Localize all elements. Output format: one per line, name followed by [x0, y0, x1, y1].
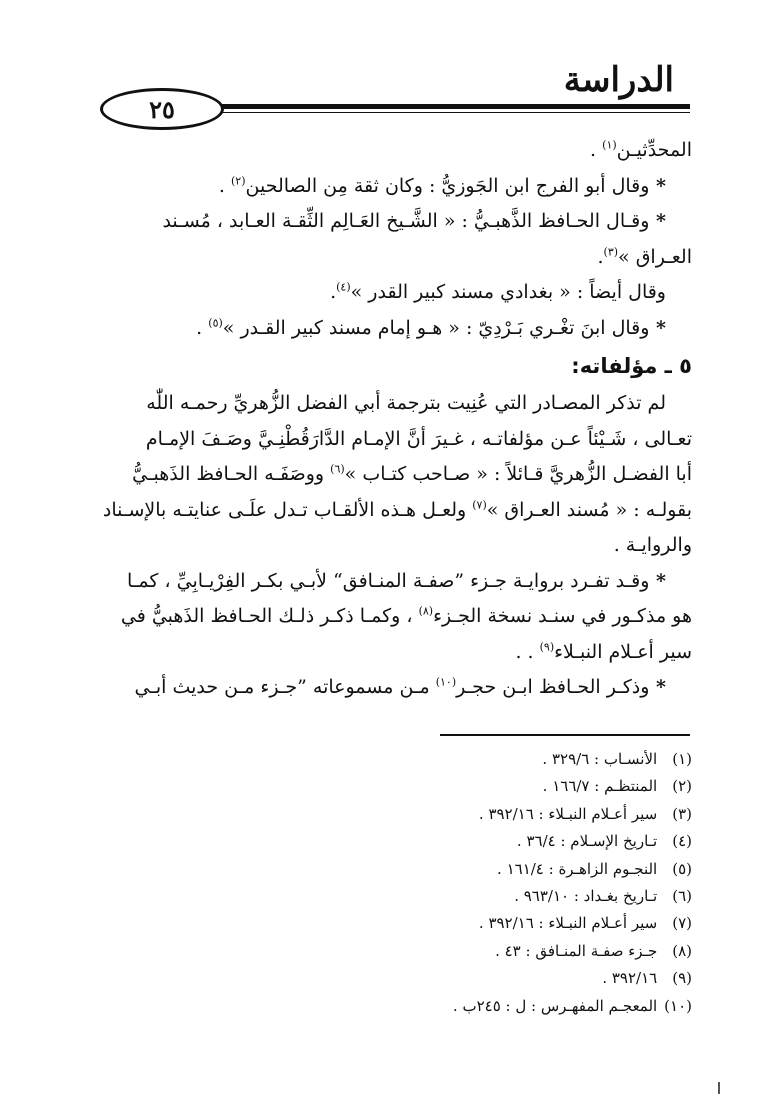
footnote [360, 773, 692, 800]
text-line: بقولـه : « مُسند العـراق »$^{(٧)}$ ولعـل هـذه الألقـاب تـدل علَـى عنايتـه بالإسـناد [102, 498, 692, 521]
footnote-number: (٦) [672, 886, 692, 905]
footnote-text: الأنسـاب : ٣٢٩/٦ . [542, 750, 658, 768]
section-heading: ٥ ـ مؤلفاته: [571, 354, 692, 378]
footnote-number: (٤) [672, 832, 692, 851]
footnote [360, 856, 692, 883]
footnote-separator [440, 734, 690, 736]
footnotes [360, 746, 692, 1020]
footnote-text: ٣٩٢/١٦ . [602, 969, 658, 988]
footnote-ref: (٢) [231, 174, 246, 188]
footnote-ref: (١) [602, 138, 617, 152]
text-line: أبا الفضـل الزُّهريَّ قـائلاً : « صـاحب كتـاب »$^{(٦)}$ ووصَفَـه الحـافظ الذَهبـيُّ [132, 462, 692, 485]
footnote-ref: (٤) [336, 280, 351, 294]
footnote-text: المعجـم المفهـرس : ل : ٢٤٥ب . [452, 996, 658, 1015]
footnote-ref: (٣) [603, 245, 619, 259]
footnote-number: (٣) [672, 804, 692, 823]
text-line: * وقال أبو الفرج ابن الجَوزيُّ : وكان ثقة مِن الصالحين$^{(٢)}$ . [218, 174, 666, 197]
footnote-text: سير أعـلام النبـلاء : ٣٩٢/١٦ . [478, 914, 658, 933]
text-line: لم تذكر المصـادر التي عُنِيت بترجمة أبي الفضل الزُّهريِّ رحمـه اللّٰه [146, 392, 666, 414]
footnote-text: تـاريخ بغـداد : ٩٦٣/١٠ . [514, 886, 658, 905]
footnote [360, 910, 692, 937]
footnote-text: جـزء صفـة المنـافق : ٤٣ . [495, 941, 658, 960]
footnote-number: (١) [672, 750, 692, 768]
footnote-text: تـاريخ الإسـلام : ٣٦/٤ . [516, 832, 658, 851]
footnote-number: (٧) [672, 914, 692, 933]
text-line: هو مذكـور في سنـد نسخة الجـزء$^{(٨)}$ ، وكمـا ذكـر ذلـك الحـافظ الذَهبيُّ في [120, 604, 692, 627]
footnote-ref: (٥) [208, 316, 223, 330]
footnote-ref: (١٠) [435, 675, 457, 689]
bullet-star: * [649, 210, 666, 232]
footnote-text: المنتظـم : ١٦٦/٧ . [542, 777, 658, 796]
footnote-ref: (٩) [539, 640, 555, 654]
footnote-number: (٩) [672, 969, 692, 988]
bullet-star: * [649, 174, 666, 197]
header-rule-thin [168, 112, 690, 113]
text-line: * وقال ابنَ تغْـري بَـرْدِيّ : « هـو إمام مسند كبير القـدر »$^{(٥)}$ . [196, 316, 666, 339]
bullet-star: * [649, 676, 666, 698]
text-line: وقال أيضاً : « بغدادي مسند كبير القدر »$^{(٤)}$. [330, 280, 666, 303]
footnote [360, 938, 692, 965]
main-text [98, 133, 692, 706]
text-line: تعـالى ، شَـيْئاً عـن مؤلفاتـه ، غـيرَ أنَّ الإمـام الدَّارَقُطْنِـيَّ وصَـفَ الإمـام [145, 427, 692, 450]
scan-mark [718, 1082, 720, 1094]
page-number-badge [100, 88, 224, 130]
page-number: ٢٥ [149, 94, 175, 124]
text-line: * وذكـر الحـافظ ابـن حجـر$^{(١٠)}$ مـن مسموعاته ”جـزء مـن حديث أبـي [134, 675, 666, 698]
running-title: الدراسة [563, 60, 674, 100]
footnote [360, 883, 692, 910]
header-rule [168, 104, 690, 109]
text-line: العـراق »$^{(٣)}$. [597, 245, 692, 268]
footnote [360, 828, 692, 855]
bullet-star: * [649, 569, 666, 592]
footnote-number: (٢) [672, 777, 692, 796]
text-line: * وقـد تفـرد بروايـة جـزء ”صفـة المنـافق“ لأبـي بكـر الفِرْيـابِيِّ ، كمـا [127, 569, 666, 592]
footnote [360, 965, 692, 992]
bullet-star: * [649, 316, 666, 339]
footnote-number: (٥) [672, 859, 692, 878]
text-line: * وقـال الحـافظ الذَّهبـيُّ : « الشَّـيخ العَـالِم الثِّقـة العـابد ، مُسـند [162, 210, 666, 232]
text-line: والروايـة . [613, 534, 692, 556]
footnote-ref: (٦) [330, 462, 345, 476]
text-line: سير أعـلام النبـلاء$^{(٩)}$ . . [515, 640, 692, 663]
footnote-number: (١٠) [664, 996, 692, 1015]
footnote [360, 801, 692, 828]
footnote-text: النجـوم الزاهـرة : ١٦١/٤ . [497, 859, 658, 878]
footnote-ref: (٨) [418, 604, 434, 618]
footnote-ref: (٧) [472, 498, 487, 512]
footnote-number: (٨) [672, 941, 692, 960]
text-line: المحدِّثيـن$^{(١)}$ . [590, 138, 692, 161]
footnote [360, 993, 692, 1020]
page-header [96, 60, 696, 124]
footnote-text: سير أعـلام النبـلاء : ٣٩٢/١٦ . [478, 804, 658, 823]
footnote [360, 746, 692, 773]
